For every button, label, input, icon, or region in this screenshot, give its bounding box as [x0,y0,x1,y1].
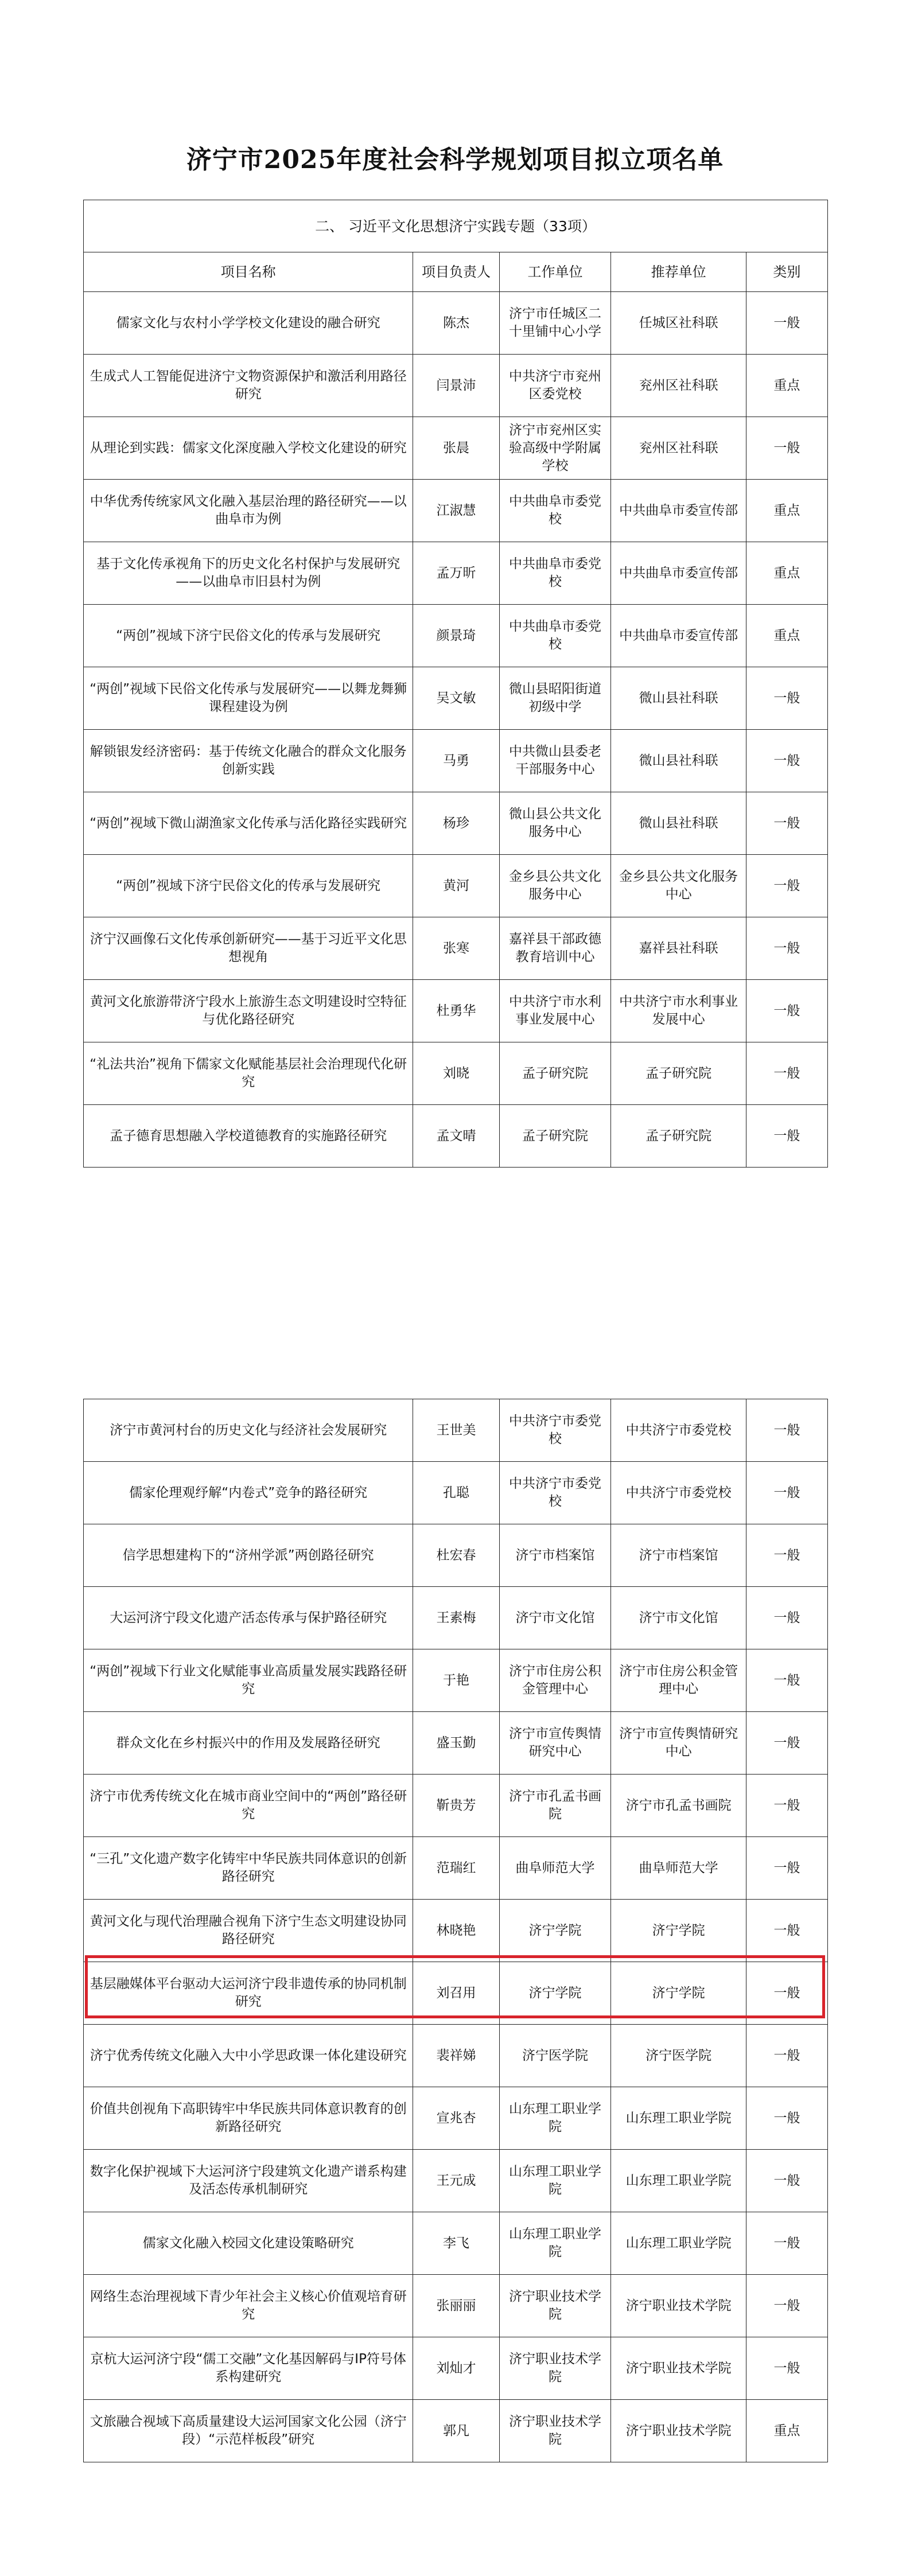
work-unit-cell: 济宁职业技术学院 [499,2337,611,2400]
table-row [84,1587,828,1649]
project-title-cell: 基层融媒体平台驱动大运河济宁段非遗传承的协同机制研究 [84,1962,413,2025]
project-leader-cell: 黄河 [413,855,499,917]
table-row [84,2150,828,2212]
project-leader-cell: 孟文晴 [413,1105,499,1168]
project-title-cell: 黄河文化与现代治理融合视角下济宁生态文明建设协同路径研究 [84,1900,413,1962]
recommender-cell: 微山县社科联 [611,792,746,855]
category-cell: 一般 [746,2025,827,2087]
table-row [84,1462,828,1524]
category-cell: 重点 [746,542,827,605]
table-row [84,292,828,355]
table-row [84,1837,828,1900]
project-leader-cell: 张寒 [413,917,499,980]
project-title-cell: 基于文化传承视角下的历史文化名村保护与发展研究——以曲阜市旧县村为例 [84,542,413,605]
project-title-cell: “两创”视域下微山湖渔家文化传承与活化路径实践研究 [84,792,413,855]
project-title-cell: 济宁市黄河村台的历史文化与经济社会发展研究 [84,1399,413,1462]
project-title-cell: 网络生态治理视域下青少年社会主义核心价值观培育研究 [84,2275,413,2337]
project-leader-cell: 孔聪 [413,1462,499,1524]
project-title-cell: 儒家伦理观纾解“内卷式”竞争的路径研究 [84,1462,413,1524]
table-body-page-2 [84,1399,828,2462]
project-leader-cell: 李飞 [413,2212,499,2275]
work-unit-cell: 济宁市文化馆 [499,1587,611,1649]
section-heading: 二、 习近平文化思想济宁实践专题（33项） [84,200,828,252]
recommender-cell: 金乡县公共文化服务中心 [611,855,746,917]
project-leader-cell: 马勇 [413,730,499,792]
category-cell: 一般 [746,792,827,855]
work-unit-cell: 济宁职业技术学院 [499,2400,611,2462]
table-row [84,2275,828,2337]
project-leader-cell: 宣兆杏 [413,2087,499,2150]
work-unit-cell: 中共济宁市兖州区委党校 [499,355,611,417]
project-leader-cell: 吴文敏 [413,667,499,730]
category-cell: 一般 [746,1775,827,1837]
recommender-cell: 中共曲阜市委宣传部 [611,605,746,667]
category-cell: 重点 [746,355,827,417]
project-table-page-2 [83,1399,828,2462]
work-unit-cell: 曲阜师范大学 [499,1837,611,1900]
category-cell: 一般 [746,1900,827,1962]
project-leader-cell: 裴祥娣 [413,2025,499,2087]
table-row [84,1712,828,1775]
table-row [84,1775,828,1837]
recommender-cell: 微山县社科联 [611,667,746,730]
recommender-cell: 济宁医学院 [611,2025,746,2087]
recommender-cell: 孟子研究院 [611,1105,746,1168]
work-unit-cell: 济宁市兖州区实验高级中学附属学校 [499,417,611,480]
recommender-cell: 山东理工职业学院 [611,2212,746,2275]
recommender-cell: 中共济宁市水利事业发展中心 [611,980,746,1042]
recommender-cell: 山东理工职业学院 [611,2087,746,2150]
project-title-cell: 孟子德育思想融入学校道德教育的实施路径研究 [84,1105,413,1168]
project-title-cell: “两创”视域下民俗文化传承与发展研究——以舞龙舞狮课程建设为例 [84,667,413,730]
recommender-cell: 济宁市文化馆 [611,1587,746,1649]
table-row [84,1900,828,1962]
project-title-cell: 中华优秀传统家风文化融入基层治理的路径研究——以曲阜市为例 [84,480,413,542]
work-unit-cell: 济宁市任城区二十里铺中心小学 [499,292,611,355]
work-unit-cell: 孟子研究院 [499,1042,611,1105]
table-row [84,1962,828,2025]
category-cell: 一般 [746,855,827,917]
project-title-cell: 群众文化在乡村振兴中的作用及发展路径研究 [84,1712,413,1775]
column-header-row [84,252,828,292]
project-title-cell: 大运河济宁段文化遗产活态传承与保护路径研究 [84,1587,413,1649]
table-row [84,480,828,542]
project-title-cell: 从理论到实践：儒家文化深度融入学校文化建设的研究 [84,417,413,480]
header-work-unit: 工作单位 [499,252,611,292]
category-cell: 一般 [746,2087,827,2150]
recommender-cell: 济宁职业技术学院 [611,2400,746,2462]
work-unit-cell: 嘉祥县干部政德教育培训中心 [499,917,611,980]
work-unit-cell: 中共济宁市水利事业发展中心 [499,980,611,1042]
table-row [84,980,828,1042]
project-title-cell: “三孔”文化遗产数字化铸牢中华民族共同体意识的创新路径研究 [84,1837,413,1900]
work-unit-cell: 济宁市孔孟书画院 [499,1775,611,1837]
project-title-cell: 济宁汉画像石文化传承创新研究——基于习近平文化思想视角 [84,917,413,980]
project-title-cell: “两创”视域下行业文化赋能事业高质量发展实践路径研究 [84,1649,413,1712]
table-body-page-1 [84,292,828,1168]
project-title-cell: 文旅融合视域下高质量建设大运河国家文化公园（济宁段）“示范样板段”研究 [84,2400,413,2462]
category-cell: 重点 [746,605,827,667]
work-unit-cell: 山东理工职业学院 [499,2212,611,2275]
work-unit-cell: 济宁医学院 [499,2025,611,2087]
header-category: 类别 [746,252,827,292]
recommender-cell: 中共曲阜市委宣传部 [611,542,746,605]
category-cell: 一般 [746,2337,827,2400]
work-unit-cell: 中共曲阜市委党校 [499,605,611,667]
work-unit-cell: 金乡县公共文化服务中心 [499,855,611,917]
table-row [84,1399,828,1462]
table-row [84,355,828,417]
project-leader-cell: 林晓艳 [413,1900,499,1962]
project-leader-cell: 杜勇华 [413,980,499,1042]
recommender-cell: 济宁职业技术学院 [611,2275,746,2337]
header-project-leader: 项目负责人 [413,252,499,292]
work-unit-cell: 济宁市档案馆 [499,1524,611,1587]
project-title-cell: 生成式人工智能促进济宁文物资源保护和激活利用路径研究 [84,355,413,417]
work-unit-cell: 济宁市宣传舆情研究中心 [499,1712,611,1775]
category-cell: 一般 [746,1462,827,1524]
category-cell: 一般 [746,1105,827,1168]
table-row [84,917,828,980]
table-row [84,792,828,855]
project-leader-cell: 杨珍 [413,792,499,855]
project-table-page-1 [83,200,828,1168]
project-title-cell: “两创”视域下济宁民俗文化的传承与发展研究 [84,855,413,917]
project-leader-cell: 于艳 [413,1649,499,1712]
project-leader-cell: 盛玉勤 [413,1712,499,1775]
work-unit-cell: 山东理工职业学院 [499,2150,611,2212]
category-cell: 一般 [746,2150,827,2212]
project-title-cell: 儒家文化与农村小学学校文化建设的融合研究 [84,292,413,355]
work-unit-cell: 孟子研究院 [499,1105,611,1168]
project-leader-cell: 张晨 [413,417,499,480]
work-unit-cell: 济宁市住房公积金管理中心 [499,1649,611,1712]
table-row [84,1649,828,1712]
category-cell: 一般 [746,1524,827,1587]
project-leader-cell: 孟万昕 [413,542,499,605]
recommender-cell: 济宁市宣传舆情研究中心 [611,1712,746,1775]
category-cell: 一般 [746,667,827,730]
project-title-cell: 价值共创视角下高职铸牢中华民族共同体意识教育的创新路径研究 [84,2087,413,2150]
work-unit-cell: 中共济宁市委党校 [499,1399,611,1462]
recommender-cell: 济宁市孔孟书画院 [611,1775,746,1837]
recommender-cell: 孟子研究院 [611,1042,746,1105]
table-row [84,2087,828,2150]
table-row [84,667,828,730]
recommender-cell: 兖州区社科联 [611,355,746,417]
project-leader-cell: 刘召用 [413,1962,499,2025]
recommender-cell: 嘉祥县社科联 [611,917,746,980]
project-title-cell: “两创”视域下济宁民俗文化的传承与发展研究 [84,605,413,667]
header-project-title: 项目名称 [84,252,413,292]
recommender-cell: 济宁市档案馆 [611,1524,746,1587]
recommender-cell: 济宁学院 [611,1900,746,1962]
work-unit-cell: 济宁学院 [499,1962,611,2025]
category-cell: 一般 [746,2275,827,2337]
category-cell: 一般 [746,417,827,480]
category-cell: 一般 [746,1587,827,1649]
recommender-cell: 任城区社科联 [611,292,746,355]
recommender-cell: 济宁职业技术学院 [611,2337,746,2400]
category-cell: 重点 [746,480,827,542]
project-title-cell: 京杭大运河济宁段“儒工交融”文化基因解码与IP符号体系构建研究 [84,2337,413,2400]
category-cell: 一般 [746,1399,827,1462]
work-unit-cell: 微山县公共文化服务中心 [499,792,611,855]
recommender-cell: 兖州区社科联 [611,417,746,480]
table-row [84,730,828,792]
recommender-cell: 济宁市住房公积金管理中心 [611,1649,746,1712]
header-recommender: 推荐单位 [611,252,746,292]
table-row [84,2212,828,2275]
table-row [84,605,828,667]
project-leader-cell: 刘晓 [413,1042,499,1105]
project-leader-cell: 张丽丽 [413,2275,499,2337]
recommender-cell: 山东理工职业学院 [611,2150,746,2212]
project-leader-cell: 颜景琦 [413,605,499,667]
table-row [84,1042,828,1105]
work-unit-cell: 山东理工职业学院 [499,2087,611,2150]
project-leader-cell: 靳贵芳 [413,1775,499,1837]
table-row [84,542,828,605]
table-row [84,417,828,480]
recommender-cell: 曲阜师范大学 [611,1837,746,1900]
project-title-cell: 儒家文化融入校园文化建设策略研究 [84,2212,413,2275]
recommender-cell: 中共济宁市委党校 [611,1462,746,1524]
page-title: 济宁市2025年度社会科学规划项目拟立项名单 [186,145,724,174]
recommender-cell: 中共济宁市委党校 [611,1399,746,1462]
project-leader-cell: 闫景沛 [413,355,499,417]
project-title-cell: 黄河文化旅游带济宁段水上旅游生态文明建设时空特征与优化路径研究 [84,980,413,1042]
work-unit-cell: 中共微山县委老干部服务中心 [499,730,611,792]
project-title-cell: 解锁银发经济密码：基于传统文化融合的群众文化服务创新实践 [84,730,413,792]
work-unit-cell: 中共曲阜市委党校 [499,542,611,605]
category-cell: 重点 [746,2400,827,2462]
table-row [84,2025,828,2087]
work-unit-cell: 微山县昭阳街道初级中学 [499,667,611,730]
table-row [84,2400,828,2462]
work-unit-cell: 中共济宁市委党校 [499,1462,611,1524]
category-cell: 一般 [746,2212,827,2275]
project-leader-cell: 刘灿才 [413,2337,499,2400]
work-unit-cell: 中共曲阜市委党校 [499,480,611,542]
work-unit-cell: 济宁职业技术学院 [499,2275,611,2337]
recommender-cell: 中共曲阜市委宣传部 [611,480,746,542]
category-cell: 一般 [746,917,827,980]
section-heading-row [84,200,828,252]
table-row [84,1105,828,1168]
project-leader-cell: 陈杰 [413,292,499,355]
project-title-cell: 济宁优秀传统文化融入大中小学思政课一体化建设研究 [84,2025,413,2087]
project-leader-cell: 江淑慧 [413,480,499,542]
category-cell: 一般 [746,1649,827,1712]
project-leader-cell: 王素梅 [413,1587,499,1649]
category-cell: 一般 [746,1962,827,2025]
recommender-cell: 济宁学院 [611,1962,746,2025]
project-title-cell: 信学思想建构下的“济州学派”两创路径研究 [84,1524,413,1587]
category-cell: 一般 [746,1712,827,1775]
recommender-cell: 微山县社科联 [611,730,746,792]
project-leader-cell: 王世美 [413,1399,499,1462]
work-unit-cell: 济宁学院 [499,1900,611,1962]
category-cell: 一般 [746,730,827,792]
category-cell: 一般 [746,292,827,355]
project-title-cell: 数字化保护视域下大运河济宁段建筑文化遗产谱系构建及活态传承机制研究 [84,2150,413,2212]
category-cell: 一般 [746,1042,827,1105]
project-title-cell: “礼法共治”视角下儒家文化赋能基层社会治理现代化研究 [84,1042,413,1105]
project-title-cell: 济宁市优秀传统文化在城市商业空间中的“两创”路径研究 [84,1775,413,1837]
table-row [84,1524,828,1587]
table-row [84,855,828,917]
table-row [84,2337,828,2400]
category-cell: 一般 [746,1837,827,1900]
project-leader-cell: 王元成 [413,2150,499,2212]
category-cell: 一般 [746,980,827,1042]
project-leader-cell: 范瑞红 [413,1837,499,1900]
project-leader-cell: 杜宏春 [413,1524,499,1587]
project-leader-cell: 郭凡 [413,2400,499,2462]
